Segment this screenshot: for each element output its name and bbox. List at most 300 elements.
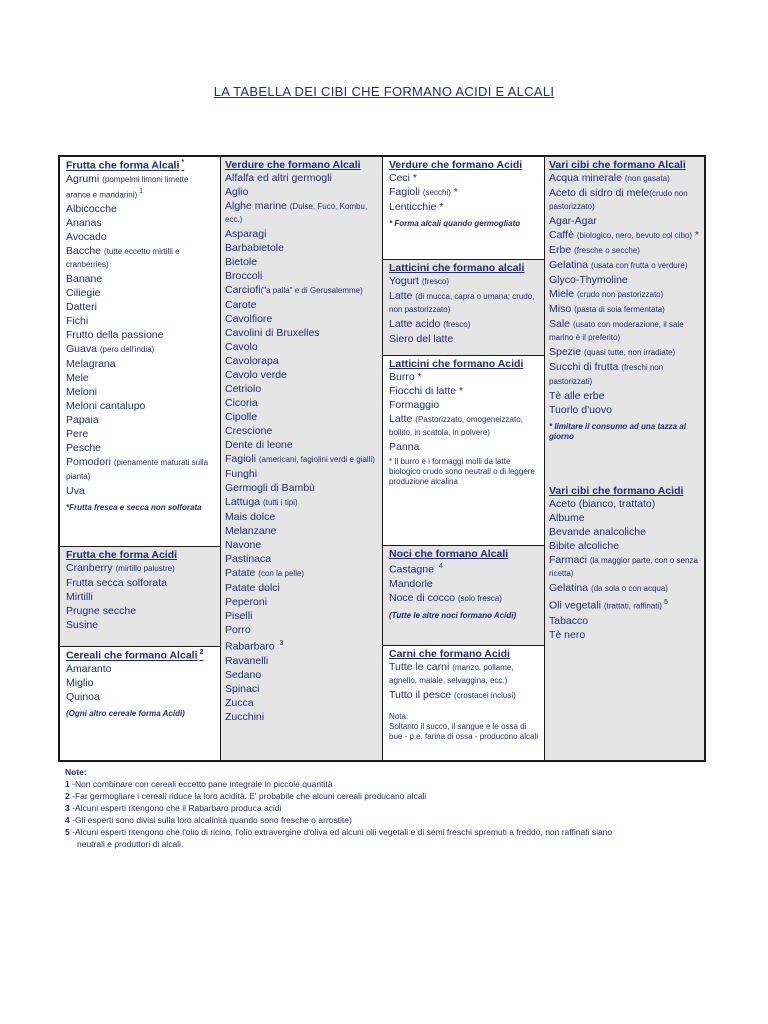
section-footnote: *Frutta fresca e secca non solforata: [66, 502, 202, 512]
list-item: [389, 661, 540, 687]
item-name: Piselli: [225, 610, 253, 623]
item-name: Porro: [225, 624, 251, 637]
item-mark: *: [450, 186, 458, 198]
column-1: [60, 157, 220, 760]
item-name: Funghi: [225, 468, 258, 481]
list-item: [225, 313, 378, 325]
section-heading: [389, 648, 540, 660]
list-item: [66, 358, 215, 370]
item-detail: (biologico, nero, bevuto col cibo): [576, 231, 693, 241]
item-detail: (pompelmi limoni limette arance e mandarini): [66, 174, 189, 200]
list-item: [66, 414, 215, 426]
item-name: Oli vegetali: [549, 599, 604, 612]
item-name: Erbe: [549, 244, 575, 257]
item-detail: (da sola o con acqua): [591, 584, 668, 594]
list-item: [225, 596, 378, 608]
item-name: Miso: [549, 303, 575, 316]
list-item: [389, 385, 540, 397]
list-item: [66, 372, 215, 384]
note-text: -Gli esperti sono divisi sulla loro alcalinità quando sono fresche o arrostite): [72, 815, 352, 825]
list-item: [66, 217, 215, 229]
item-name: Tè nero: [549, 628, 586, 641]
note-number: 4: [65, 815, 70, 825]
item-name: Melanzane: [225, 525, 277, 538]
item-name: Spezie: [549, 346, 585, 359]
list-item: [66, 343, 215, 356]
item-name: Glyco-Thymoline: [549, 274, 628, 287]
list-item: [225, 341, 378, 353]
section-note: Soltanto il succo, il sangue e le ossa di bue - p.e. farina di ossa - producono alcali: [389, 722, 538, 742]
section-heading: [549, 485, 700, 497]
item-detail: (trattati, raffinati): [603, 601, 662, 611]
section-note: * Il burro e i formaggi molli da latte biologico crudo sono neutrali o di leggere produzione alcalina: [389, 457, 535, 487]
item-detail: (tutti i tipi): [262, 498, 298, 508]
heading-text: Latticini che formano alcali: [389, 262, 525, 274]
section-verdure-acidi: [383, 157, 545, 259]
list-item: [66, 273, 215, 285]
list-item: [389, 275, 540, 288]
item-name: Germogli di Bambù: [225, 482, 315, 495]
item-name: Castagne: [389, 563, 437, 576]
note-number: 3: [65, 803, 70, 813]
item-sup: 5: [663, 599, 668, 607]
item-name: Quinoa: [66, 690, 100, 703]
list-item: [225, 655, 378, 667]
note-number: 2: [65, 791, 70, 801]
item-detail: (pero dell'india): [99, 345, 155, 355]
list-item: [225, 525, 378, 537]
item-name: Meloni cantalupo: [66, 400, 146, 413]
item-name: Lattuga: [225, 496, 263, 509]
list-item: [225, 242, 378, 254]
list-item: [549, 274, 700, 286]
heading-text: Latticini che formano Acidi: [389, 358, 524, 370]
list-item: [66, 315, 215, 327]
list-item: [225, 567, 378, 580]
item-name: Pastinaca: [225, 553, 272, 566]
list-item: [225, 270, 378, 282]
item-detail: ("a palla" e di Gerusalemme): [260, 286, 363, 296]
item-name: Fichi: [66, 315, 89, 328]
column-3: [382, 157, 545, 760]
list-item: [225, 711, 378, 723]
heading-text: Noci che formano Alcali: [389, 548, 509, 560]
item-name: Carote: [225, 299, 257, 312]
item-name: Formaggio: [389, 399, 440, 411]
item-name: Dente di leone: [225, 439, 293, 452]
item-name: Alfalfa ed altri germogli: [225, 172, 332, 184]
item-name: Frutta secca solforata: [66, 577, 167, 589]
list-item: [389, 399, 540, 411]
list-item: [549, 187, 700, 213]
item-name: Frutto della passione: [66, 329, 164, 342]
list-item: [549, 346, 700, 359]
list-item: [66, 619, 215, 631]
note-line: [65, 790, 725, 802]
notes-title: Note:: [65, 767, 87, 777]
section-verdure-alcali: [221, 157, 383, 762]
item-name: Yogurt: [389, 275, 422, 287]
section-footnote: (Ogni altro cereale forma Acidi): [66, 708, 185, 718]
list-item: [66, 691, 215, 703]
note-line: [65, 778, 725, 790]
item-name: Cavolorapa: [225, 355, 279, 368]
item-name: Lenticchie *: [389, 201, 444, 213]
section-vari-alcali: [545, 157, 705, 479]
item-name: Miele: [549, 288, 578, 301]
item-detail: (usata con frutta o verdure): [591, 261, 688, 271]
item-name: Tabacco: [549, 614, 589, 627]
item-name: Susine: [66, 619, 99, 631]
item-name: Agrumi: [66, 172, 103, 185]
list-item: [66, 663, 215, 675]
list-item: [225, 468, 378, 480]
item-name: Cavolo: [225, 341, 258, 354]
section-vari-acidi: [545, 479, 705, 762]
item-name: Bibite alcoliche: [549, 540, 620, 552]
heading-text: Verdure che formano Acidi: [389, 159, 523, 171]
heading-sup: 2: [199, 649, 204, 656]
item-name: Mandorle: [389, 577, 433, 590]
item-detail: (freschi non pastorizzati): [549, 363, 664, 386]
list-item: [66, 591, 215, 603]
list-item: [66, 329, 215, 341]
list-item: [66, 605, 215, 617]
note-text: -Alcuni esperti ritengono che il Rabarbaro produca acidi: [72, 803, 282, 813]
item-name: Melagrana: [66, 358, 116, 371]
section-footnote: * limitare il consumo ad una tazza al giorno: [549, 421, 686, 441]
item-name: Cipolle: [225, 411, 258, 424]
item-detail: (secchi): [422, 188, 451, 197]
list-item: [549, 390, 700, 402]
list-item: [549, 582, 700, 595]
list-item: [225, 496, 378, 509]
list-item: [549, 526, 700, 538]
list-item: [549, 629, 700, 641]
item-detail: (quasi tutte, non irradiate): [584, 348, 676, 358]
section-heading: [389, 159, 540, 171]
item-name: Sedano: [225, 668, 262, 681]
list-item: [549, 215, 700, 227]
section-frutta-alcali: [60, 157, 220, 546]
item-name: Alghe marine: [225, 200, 290, 212]
list-item: [66, 400, 215, 412]
section-heading: [389, 548, 540, 560]
item-detail: (crudo non pastorizzato): [549, 189, 688, 212]
list-item: [549, 512, 700, 524]
heading-text: Vari cibi che formano Acidi: [549, 485, 684, 497]
section-latticini-alcali: [383, 259, 545, 355]
item-mark: *: [692, 229, 700, 242]
item-detail: (di mucca, capra o umana; crudo, non pastorizzato): [389, 292, 535, 315]
column-4: [544, 157, 705, 760]
item-detail: (Dulse, Fuco, Kombu, ecc.): [225, 202, 368, 225]
item-sup: 1: [139, 187, 144, 195]
item-name: Cavolini di Bruxelles: [225, 327, 320, 340]
list-item: [66, 428, 215, 440]
item-detail: (con la pelle): [258, 569, 305, 579]
list-item: [225, 511, 378, 523]
item-name: Noce di cocco: [389, 591, 458, 604]
list-item: [225, 624, 378, 636]
list-item: [225, 553, 378, 565]
item-name: Miglio: [66, 676, 94, 689]
list-item: [225, 683, 378, 695]
list-item: [66, 301, 215, 313]
list-item: [389, 172, 540, 184]
list-item: [66, 577, 215, 589]
list-item: [389, 561, 540, 576]
list-item: [225, 172, 378, 184]
item-name: Latte: [389, 290, 416, 302]
item-name: Fagioli: [389, 186, 423, 198]
list-item: [225, 539, 378, 551]
item-name: Bietole: [225, 256, 258, 269]
item-name: Carciofi: [225, 284, 261, 297]
item-name: Mele: [66, 372, 89, 385]
item-detail: (solo fresca): [457, 593, 502, 603]
list-item: [66, 203, 215, 215]
item-name: Navone: [225, 539, 262, 552]
list-item: [549, 172, 700, 185]
list-item: [66, 442, 215, 454]
item-name: Peperoni: [225, 596, 268, 609]
item-name: Fiocchi di latte *: [389, 385, 464, 397]
item-detail: (crostacei inclusi): [453, 691, 516, 701]
item-name: Ravanelli: [225, 654, 269, 667]
list-item: [225, 256, 378, 268]
item-name: Fagioli: [225, 453, 259, 466]
item-detail: (pasta di soia fermentata): [574, 305, 665, 315]
item-name: Amaranto: [66, 662, 112, 675]
list-item: [66, 485, 215, 497]
section-note-title: Nota:: [389, 712, 409, 722]
item-name: Ceci *: [389, 172, 418, 184]
item-sup: 4: [438, 563, 443, 570]
item-name: Zucchini: [225, 710, 265, 723]
note-number: 1: [65, 779, 70, 789]
list-item: [389, 290, 540, 316]
list-item: [389, 201, 540, 213]
note-text: -Alcuni esperti ritengono che l'olio di ricino, l'olio extravergine d'oliva ed alcuni olii vegetali e di semi freschi spremuti a freddo, non raffinati siano: [72, 827, 613, 837]
item-name: Aceto di sidro di mele: [549, 187, 650, 199]
item-name: Avocado: [66, 231, 107, 244]
item-name: Asparagi: [225, 228, 267, 241]
item-name: Spinaci: [225, 682, 260, 695]
section-heading: [389, 262, 540, 274]
section-heading: [66, 649, 215, 662]
item-name: Pere: [66, 428, 89, 441]
item-name: Sale: [549, 318, 573, 331]
item-name: Gelatina: [549, 582, 592, 595]
list-item: [225, 638, 378, 653]
item-name: Prugne secche: [66, 605, 137, 617]
list-item: [225, 482, 378, 494]
item-detail: (americani, fagiolini verdi e gialli): [258, 455, 375, 465]
item-name: Rabarbaro: [225, 640, 278, 653]
section-footnote: (Tutte le altre noci formano Acidi): [389, 610, 517, 620]
item-name: Pomodori: [66, 456, 114, 469]
item-name: Acqua minerale: [549, 172, 625, 184]
section-carni-acidi: [383, 645, 545, 762]
item-name: Cavolo verde: [225, 369, 287, 382]
item-name: Caffè: [549, 229, 577, 242]
item-name: Panna: [389, 441, 420, 454]
heading-text: Vari cibi che formano Alcali: [549, 159, 686, 171]
item-name: Banane: [66, 273, 103, 286]
heading-text: Frutta che forma Alcali: [66, 159, 180, 172]
item-detail: (fresche o secche): [574, 246, 640, 256]
item-detail: (fresco): [421, 277, 450, 286]
list-item: [549, 259, 700, 272]
list-item: [66, 386, 215, 398]
item-name: Aceto (bianco, trattato): [549, 498, 656, 510]
heading-text: Verdure che formano Alcali: [225, 159, 361, 171]
item-detail: (crudo non pastorizzato): [577, 290, 664, 300]
list-item: [225, 610, 378, 622]
list-item: [389, 371, 540, 383]
list-item: [225, 299, 378, 311]
section-noci-alcali: [383, 545, 545, 645]
list-item: [225, 383, 378, 395]
note-line: [65, 814, 725, 826]
heading-text: Frutta che forma Acidi: [66, 549, 178, 561]
page-title: LA TABELLA DEI CIBI CHE FORMANO ACIDI E ALCALI: [213, 84, 555, 99]
list-item: [549, 244, 700, 257]
item-name: Tutte le carni: [389, 661, 453, 673]
item-name: Cicoria: [225, 397, 258, 410]
item-name: Datteri: [66, 301, 97, 314]
notes-block: [65, 766, 725, 850]
list-item: [66, 562, 215, 575]
item-name: Guava: [66, 343, 100, 356]
section-cereali-alcali: [60, 646, 220, 762]
item-detail: (la maggior parte, con o senza ricetta): [549, 556, 698, 579]
list-item: [66, 287, 215, 299]
list-item: [225, 439, 378, 451]
list-item: [549, 554, 700, 580]
item-name: Meloni: [66, 386, 97, 399]
item-name: Latte acido: [389, 318, 444, 331]
item-name: Tuorlo d'uovo: [549, 403, 612, 416]
list-item: [225, 582, 378, 594]
item-sup: 3: [279, 640, 284, 648]
section-footnote: * Forma alcali quando germogliato: [389, 219, 521, 229]
item-detail: (tutte eccetto mirtilli e cranberries): [66, 247, 180, 270]
item-name: Bacche: [66, 245, 104, 258]
item-name: Tutto il pesce: [389, 689, 454, 702]
item-name: Barbabietole: [225, 242, 284, 255]
note-text: -Far germogliare i cereali riduce la loro acidità. E' probabile che alcuni cereali producano alcali: [72, 791, 427, 801]
item-name: Bevande analcoliche: [549, 526, 646, 538]
list-item: [389, 333, 540, 345]
list-item: [225, 453, 378, 466]
item-detail: (mirtillo palustre): [115, 564, 175, 573]
list-item: [549, 404, 700, 416]
item-name: Zucca: [225, 696, 254, 709]
section-heading: [66, 159, 215, 172]
list-item: [389, 441, 540, 453]
list-item: [225, 228, 378, 240]
list-item: [66, 231, 215, 243]
item-name: Cetriolo: [225, 383, 262, 396]
item-name: Ananas: [66, 217, 102, 230]
list-item: [389, 592, 540, 605]
item-name: Cavolfiore: [225, 313, 273, 326]
note-text: -Non combinare con cereali eccetto pane integrale in piccole quantità: [72, 779, 333, 789]
item-name: Farmaci: [549, 554, 590, 566]
list-item: [225, 397, 378, 409]
list-item: [549, 318, 700, 344]
item-name: Cranberry: [66, 562, 116, 574]
list-item: [549, 540, 700, 552]
list-item: [66, 456, 215, 482]
note-continuation: neutrali e produttori di alcali.: [77, 839, 184, 849]
item-name: Albume: [549, 512, 585, 524]
list-item: [225, 369, 378, 381]
list-item: [225, 669, 378, 681]
item-name: Papaia: [66, 414, 99, 427]
list-item: [225, 355, 378, 367]
list-item: [549, 303, 700, 316]
food-table: [58, 155, 706, 762]
list-item: [389, 413, 540, 439]
item-name: Agar-Agar: [549, 215, 597, 228]
list-item: [389, 186, 540, 199]
item-name: Succhi di frutta: [549, 361, 622, 374]
item-name: Mirtilli: [66, 591, 93, 603]
list-item: [549, 615, 700, 627]
section-latticini-acidi: [383, 355, 545, 545]
item-name: Burro *: [389, 371, 422, 383]
list-item: [389, 689, 540, 702]
item-name: Uva: [66, 484, 85, 497]
heading-text: Carni che formano Acidi: [389, 648, 510, 660]
list-item: [66, 245, 215, 271]
note-line: [65, 802, 725, 814]
section-frutta-acidi: [60, 546, 220, 646]
list-item: [225, 411, 378, 423]
list-item: [549, 288, 700, 301]
item-name: Albicocche: [66, 203, 117, 216]
list-item: [549, 498, 700, 510]
list-item: [66, 677, 215, 689]
item-name: Pesche: [66, 442, 102, 455]
item-name: Broccoli: [225, 270, 263, 283]
section-heading: [389, 358, 540, 370]
item-detail: (usato con moderazione, il sale marino è il preferito): [549, 320, 684, 343]
item-name: Tè alle erbe: [549, 389, 605, 402]
item-name: Aglio: [225, 186, 249, 198]
item-name: Latte: [389, 413, 416, 425]
list-item: [225, 327, 378, 339]
item-detail: (fresco): [443, 320, 471, 330]
section-heading: [549, 159, 700, 171]
item-detail: (pienamente maturati sulla pianta): [66, 458, 209, 481]
item-name: Gelatina: [549, 259, 592, 272]
list-item: [389, 318, 540, 331]
item-name: Siero del latte: [389, 333, 454, 346]
item-detail: (non gasata): [624, 174, 670, 183]
heading-text: Cereali che formano Alcali: [66, 649, 198, 662]
list-item: [549, 361, 700, 387]
list-item: [225, 697, 378, 709]
item-name: Patate dolci: [225, 582, 280, 595]
item-name: Ciliegie: [66, 287, 101, 300]
list-item: [225, 284, 378, 297]
section-heading: [225, 159, 378, 171]
list-item: [389, 578, 540, 590]
